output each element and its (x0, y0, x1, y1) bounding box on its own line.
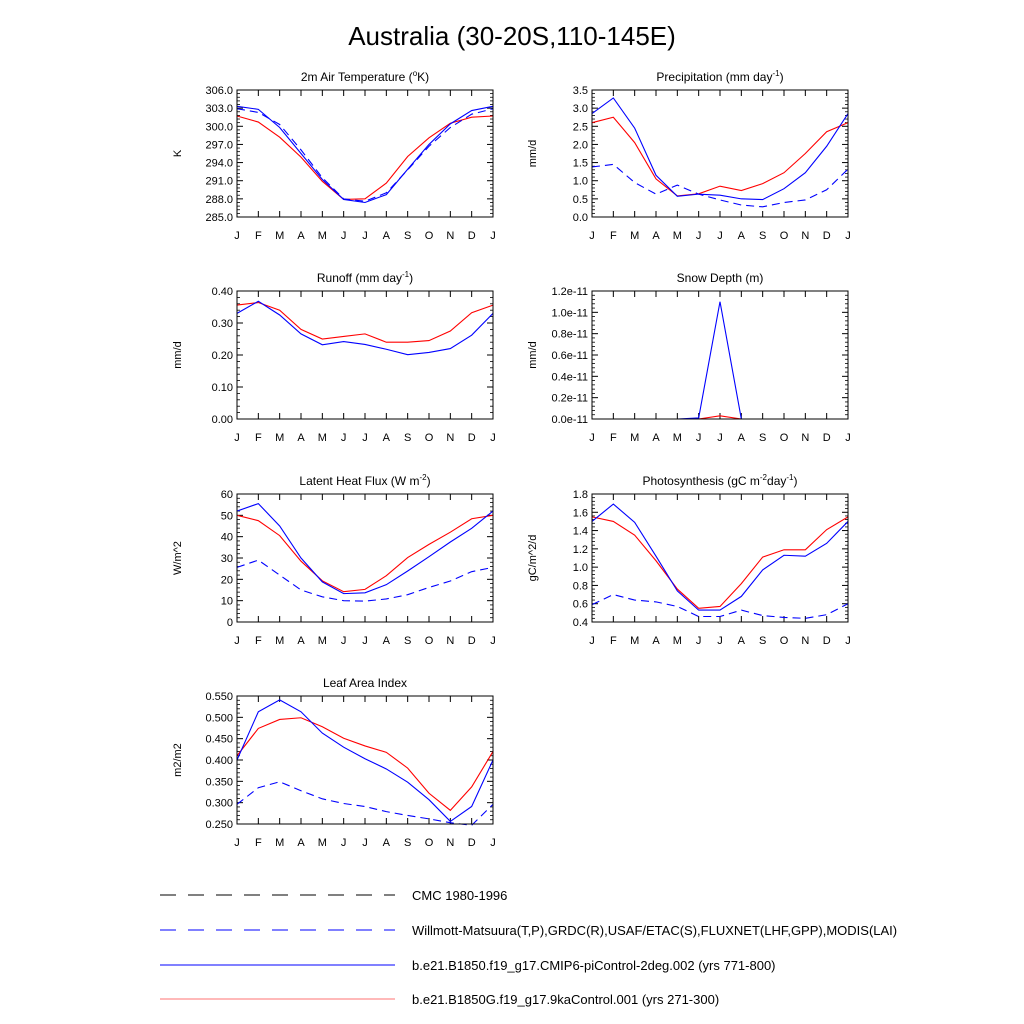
x-tick-label: J (490, 230, 496, 242)
plot-frame (237, 291, 493, 419)
y-tick-label: 306.0 (205, 85, 233, 97)
chart-title: Snow Depth (m) (676, 271, 764, 285)
y-tick-label: 50 (220, 510, 233, 523)
y-tick-label: 285.0 (205, 212, 233, 224)
x-tick-label: M (672, 432, 682, 444)
x-tick-label: J (362, 635, 368, 647)
y-tick-label: 10 (220, 595, 233, 608)
y-axis-label: mm/d (527, 139, 539, 168)
y-tick-label: 1.6 (572, 507, 588, 520)
x-tick-label: J (362, 432, 368, 444)
x-tick-label: D (467, 230, 476, 242)
x-tick-label: A (737, 635, 746, 647)
x-tick-label: M (317, 230, 327, 242)
x-tick-label: O (779, 635, 789, 647)
x-tick-label: A (737, 432, 746, 444)
y-tick-label: 0.2e-11 (551, 392, 588, 405)
x-tick-label: M (317, 635, 327, 647)
x-tick-label: N (801, 432, 810, 444)
y-tick-label: 0.8 (572, 580, 588, 593)
x-tick-label: A (297, 837, 305, 849)
x-tick-label: J (340, 635, 347, 647)
figure-title: Australia (30-20S,110-145E) (348, 21, 676, 51)
x-tick-label: A (297, 230, 305, 242)
series-line-3 (237, 560, 493, 601)
x-tick-label: A (297, 432, 305, 444)
y-tick-label: 291.0 (205, 175, 233, 188)
x-tick-label: S (758, 635, 767, 647)
x-tick-label: F (609, 230, 617, 242)
x-tick-label: M (672, 230, 682, 242)
x-tick-label: M (275, 635, 285, 647)
x-tick-label: A (382, 837, 391, 849)
x-tick-label: M (672, 635, 682, 647)
x-tick-label: J (589, 230, 595, 242)
x-tick-label: O (424, 635, 434, 647)
x-tick-label: J (845, 635, 851, 647)
legend-label-4: b.e21.B1850G.f19_g17.9kaControl.001 (yrs 271-300) (412, 992, 720, 1007)
x-tick-label: F (254, 635, 262, 647)
chart-title: Precipitation (mm day$^{-1}$) (656, 69, 784, 84)
x-tick-label: D (822, 230, 831, 242)
y-tick-label: 0.250 (205, 819, 233, 831)
x-tick-label: A (652, 635, 660, 647)
x-tick-label: A (652, 230, 660, 242)
y-tick-label: 1.5 (572, 157, 588, 170)
chart-panel-1 (172, 69, 496, 242)
x-tick-label: N (801, 635, 810, 647)
plot-frame (237, 696, 493, 824)
x-tick-label: J (340, 432, 347, 444)
y-tick-label: 294.0 (205, 157, 233, 170)
legend-label-3: b.e21.B1850.f19_g17.CMIP6-piControl-2deg.002 (yrs 771-800) (412, 958, 776, 973)
chart-panel-2 (527, 69, 851, 242)
chart-panel-3 (172, 270, 496, 444)
y-tick-label: 30 (220, 553, 233, 565)
x-tick-label: F (254, 837, 262, 849)
y-axis-label: mm/d (172, 341, 184, 369)
plot-frame (237, 90, 493, 217)
x-tick-label: J (234, 230, 240, 242)
x-tick-label: O (424, 432, 434, 444)
y-axis-label: mm/d (527, 341, 539, 369)
y-tick-label: 0.4e-11 (551, 371, 588, 384)
y-tick-label: 0.5 (572, 193, 588, 206)
x-tick-label: N (446, 635, 455, 647)
series-group (592, 98, 848, 207)
series-group (237, 700, 493, 825)
x-tick-label: M (317, 837, 327, 849)
x-tick-label: F (254, 230, 262, 242)
chart-panel-6 (527, 473, 851, 647)
y-tick-label: 1.2 (572, 543, 588, 556)
x-tick-label: J (234, 432, 240, 444)
x-tick-label: M (317, 432, 327, 444)
x-tick-label: F (609, 432, 617, 444)
x-tick-label: D (822, 635, 831, 647)
x-tick-label: O (779, 432, 789, 444)
x-tick-label: J (490, 635, 496, 647)
y-tick-label: 0.30 (211, 318, 233, 330)
x-tick-label: S (403, 837, 412, 849)
x-tick-label: J (845, 230, 851, 242)
y-tick-label: 1.2e-11 (551, 286, 588, 298)
y-tick-label: 0.40 (211, 286, 233, 298)
x-tick-label: J (234, 837, 240, 849)
x-tick-label: F (609, 635, 617, 647)
x-tick-label: J (362, 837, 368, 849)
x-tick-label: M (275, 837, 285, 849)
x-tick-label: J (362, 230, 368, 242)
series-line-1 (237, 116, 493, 199)
y-tick-label: 60 (220, 489, 233, 501)
x-tick-label: M (630, 635, 640, 647)
y-tick-label: 288.0 (205, 193, 233, 206)
x-tick-label: J (695, 230, 702, 242)
series-group (237, 504, 493, 601)
x-tick-label: N (446, 837, 455, 849)
series-line-1 (237, 515, 493, 591)
x-tick-label: M (275, 230, 285, 242)
y-tick-label: 0.8e-11 (551, 328, 588, 341)
series-group (592, 504, 848, 618)
x-tick-label: J (340, 837, 347, 849)
y-axis-label: m2/m2 (172, 743, 184, 777)
y-tick-label: 0.550 (205, 691, 233, 703)
x-tick-label: A (382, 230, 391, 242)
series-line-2 (592, 504, 848, 610)
y-tick-label: 0.10 (211, 382, 233, 394)
x-tick-label: J (717, 230, 723, 242)
x-tick-label: J (845, 432, 851, 444)
y-tick-label: 0.6e-11 (551, 350, 588, 362)
x-tick-label: M (630, 230, 640, 242)
x-tick-label: D (467, 837, 476, 849)
series-line-1 (592, 117, 848, 196)
x-tick-label: J (589, 432, 595, 444)
x-tick-label: F (254, 432, 262, 444)
y-tick-label: 1.4 (572, 525, 588, 538)
y-tick-label: 0.400 (205, 755, 233, 767)
y-tick-label: 1.8 (572, 489, 588, 501)
chart-panel-5 (172, 473, 496, 647)
chart-title: 2m Air Temperature ($^o$K) (300, 69, 430, 84)
y-tick-label: 20 (220, 574, 233, 587)
chart-title: Latent Heat Flux (W $m^{-2}$) (299, 473, 431, 488)
y-tick-label: 2.5 (572, 121, 588, 134)
x-tick-label: J (340, 230, 347, 242)
chart-title: Photosynthesis (gC $m^{-2}day^{-1}$) (642, 473, 798, 488)
x-tick-label: J (717, 635, 723, 647)
series-line-1 (237, 718, 493, 811)
y-tick-label: 300.0 (205, 121, 233, 134)
y-tick-label: 1.0 (572, 175, 588, 188)
y-tick-label: 0.0e-11 (551, 414, 588, 426)
x-tick-label: J (695, 432, 702, 444)
y-tick-label: 0.350 (205, 776, 233, 789)
legend (160, 888, 897, 1007)
y-tick-label: 3.5 (572, 85, 588, 97)
x-tick-label: S (403, 432, 412, 444)
series-line-1 (237, 303, 493, 343)
legend-label-2: Willmott-Matsuura(T,P),GRDC(R),USAF/ETAC(S),FLUXNET(LHF,GPP),MODIS(LAI) (412, 923, 898, 938)
y-tick-label: 0.500 (205, 712, 233, 725)
x-tick-label: S (403, 635, 412, 647)
y-tick-label: 0.450 (205, 733, 233, 746)
series-line-2 (237, 106, 493, 202)
x-tick-label: A (382, 432, 391, 444)
series-group (237, 301, 493, 419)
y-tick-label: 0.4 (572, 617, 588, 629)
chart-title: Runoff (mm day$^{-1}$) (316, 270, 414, 285)
x-tick-label: M (630, 432, 640, 444)
y-axis-label: W/m^2 (172, 541, 184, 575)
x-tick-label: A (297, 635, 305, 647)
plot-frame (237, 494, 493, 622)
x-tick-label: J (490, 432, 496, 444)
x-tick-label: S (403, 230, 412, 242)
series-line-3 (237, 109, 493, 202)
series-line-2 (237, 504, 493, 594)
y-tick-label: 0 (226, 617, 233, 629)
series-group (592, 302, 848, 419)
chart-panel-4 (527, 271, 851, 444)
chart-panel-7 (172, 676, 496, 849)
series-group (237, 106, 493, 202)
plot-frame (592, 291, 848, 419)
y-axis-label: K (172, 149, 184, 158)
y-tick-label: 0.0 (572, 212, 588, 224)
y-axis-label: gC/m^2/d (527, 534, 539, 582)
y-tick-label: 297.0 (205, 139, 233, 152)
x-tick-label: A (652, 432, 660, 444)
y-tick-label: 1.0e-11 (551, 307, 588, 320)
x-tick-label: A (737, 230, 746, 242)
x-tick-label: D (822, 432, 831, 444)
x-tick-label: J (234, 635, 240, 647)
x-tick-label: D (467, 635, 476, 647)
y-tick-label: 0.6 (572, 598, 588, 611)
x-tick-label: S (758, 432, 767, 444)
legend-label-1: CMC 1980-1996 (412, 888, 508, 903)
x-tick-label: J (490, 837, 496, 849)
series-line-2 (237, 700, 493, 822)
x-tick-label: A (382, 635, 391, 647)
x-tick-label: M (275, 432, 285, 444)
y-tick-label: 1.0 (572, 562, 588, 575)
x-tick-label: N (446, 230, 455, 242)
series-line-2 (592, 302, 848, 419)
y-tick-label: 3.0 (572, 103, 588, 116)
x-tick-label: D (467, 432, 476, 444)
y-tick-label: 0.300 (205, 797, 233, 810)
x-tick-label: J (589, 635, 595, 647)
x-tick-label: O (424, 230, 434, 242)
series-line-1 (592, 517, 848, 608)
plot-frame (592, 90, 848, 217)
y-tick-label: 0.20 (211, 350, 233, 362)
x-tick-label: N (446, 432, 455, 444)
y-tick-label: 40 (220, 531, 233, 544)
x-tick-label: N (801, 230, 810, 242)
chart-title: Leaf Area Index (322, 676, 408, 690)
x-tick-label: O (779, 230, 789, 242)
x-tick-label: J (695, 635, 702, 647)
x-tick-label: S (758, 230, 767, 242)
plot-frame (592, 494, 848, 622)
y-tick-label: 0.00 (211, 414, 233, 426)
y-tick-label: 303.0 (205, 103, 233, 116)
y-tick-label: 2.0 (572, 139, 588, 152)
x-tick-label: O (424, 837, 434, 849)
x-tick-label: J (717, 432, 723, 444)
